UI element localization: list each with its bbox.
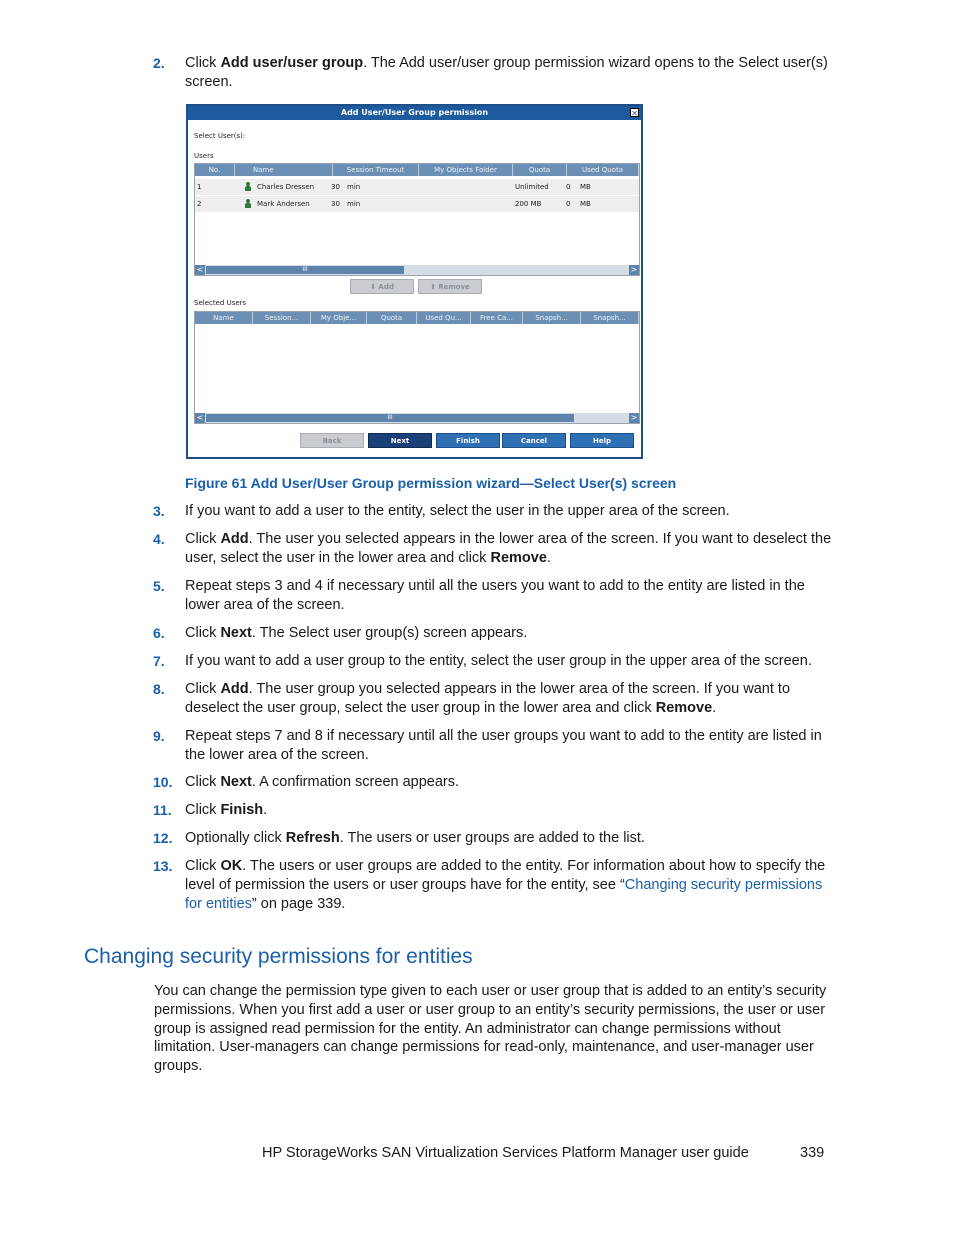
column-header[interactable]: Name	[195, 312, 253, 324]
step-number: 4.	[153, 531, 165, 547]
step-text: Click Add. The user you selected appears in the lower area of the screen. If you want to deselect the user, select the user in the lower area and click Remove.	[185, 531, 832, 566]
step-number: 8.	[153, 681, 165, 697]
selected-users-label: Selected Users	[194, 299, 247, 307]
scroll-left-icon[interactable]: <	[196, 413, 204, 422]
step-number: 6.	[153, 625, 165, 641]
add-button-label: Add	[378, 283, 394, 291]
scroll-thumb[interactable]: III	[206, 266, 404, 274]
step-text: Click OK. The users or user groups are added to the entity. For information about how to specify the level of permission the users or user groups have for the entity, see “Changing security permissions for entities” on page 339.	[185, 858, 826, 912]
column-header[interactable]: Session...	[253, 312, 311, 324]
close-icon[interactable]: ✕	[631, 109, 638, 118]
step-text: Click Finish.	[185, 802, 268, 818]
column-header[interactable]: Name	[235, 164, 333, 176]
step-number: 5.	[153, 578, 165, 594]
user-timeout: 30	[331, 200, 340, 208]
user-timeout-unit: min	[347, 200, 361, 208]
step-number: 13.	[153, 858, 173, 874]
arrow-up-icon: ⬆	[430, 283, 436, 291]
add-button[interactable]	[350, 279, 414, 294]
scroll-right-icon[interactable]: >	[630, 413, 638, 422]
ui-term: Next	[220, 774, 252, 790]
column-header[interactable]: Snapsh...	[581, 312, 639, 324]
select-users-label: Select User(s):	[194, 132, 246, 140]
ui-term: Refresh	[285, 830, 340, 846]
step-number: 12.	[153, 830, 173, 846]
user-used-quota: 0	[566, 200, 571, 208]
user-name: Mark Andersen	[257, 200, 310, 208]
selected-users-table-header	[195, 312, 639, 324]
column-header[interactable]: My Objects Folder	[419, 164, 513, 176]
step-number: 2.	[153, 55, 165, 71]
ui-term: Remove	[655, 699, 713, 716]
dialog-title: Add User/User Group permission	[188, 106, 641, 120]
section-body: You can change the permission type given to each user or user group that is added to an entity’s security permissions. When you first add a user or user group to an entity’s security permissions, the user or user group is assigned read permission for the entity. An administrator can change permissions without limitation. User-managers can change permissions for read-only, maintenance, and user-manager user groups.	[154, 983, 827, 1075]
user-no: 1	[197, 183, 202, 191]
step-text: Repeat steps 7 and 8 if necessary until all the user groups you want to add to the entity are listed in the lower area of the screen.	[185, 728, 822, 763]
remove-button[interactable]	[418, 279, 482, 294]
users-label: Users	[194, 152, 214, 160]
section-heading: Changing security permissions for entities	[84, 945, 473, 968]
finish-button[interactable]: Finish	[436, 433, 500, 448]
add-user-group-permission-dialog	[186, 104, 643, 459]
step-text: If you want to add a user to the entity, select the user in the upper area of the screen.	[185, 503, 730, 519]
step-text: Click Next. The Select user group(s) screen appears.	[185, 625, 528, 641]
column-header[interactable]: Used Quota	[567, 164, 639, 176]
step-text: Click Add user/user group. The Add user/user group permission wizard opens to the Select user(s) screen.	[185, 55, 828, 90]
scroll-left-icon[interactable]: <	[196, 265, 204, 274]
user-icon	[245, 182, 251, 191]
column-header[interactable]: No.	[195, 164, 235, 176]
table-row[interactable]	[195, 196, 639, 212]
user-quota: 200 MB	[515, 200, 542, 208]
selected-users-table[interactable]	[194, 311, 640, 424]
scroll-right-icon[interactable]: >	[630, 265, 638, 274]
column-header[interactable]: Snapsh...	[523, 312, 581, 324]
table-row[interactable]	[195, 179, 639, 195]
ui-term: Add user/user group	[220, 55, 364, 71]
column-header[interactable]: My Obje...	[311, 312, 367, 324]
step-number: 11.	[153, 802, 172, 818]
cancel-button[interactable]: Cancel	[502, 433, 566, 448]
step-text: Click Next. A confirmation screen appears.	[185, 774, 460, 790]
ui-term: Next	[220, 625, 252, 641]
step-text: Repeat steps 3 and 4 if necessary until all the users you want to add to the entity are listed in the lower area of the screen.	[185, 578, 805, 613]
user-used-unit: MB	[580, 183, 591, 191]
ui-term: OK	[220, 858, 243, 874]
user-name: Charles Dressen	[257, 183, 315, 191]
step-text: Optionally click Refresh. The users or user groups are added to the list.	[185, 830, 645, 846]
ui-term: Add	[220, 681, 249, 697]
column-header[interactable]: Quota	[513, 164, 567, 176]
column-header[interactable]: Quota	[367, 312, 417, 324]
step-number: 10.	[153, 774, 173, 790]
back-button[interactable]: Back	[300, 433, 364, 448]
step-text: If you want to add a user group to the entity, select the user group in the upper area of the screen.	[185, 653, 812, 669]
next-button[interactable]: Next	[368, 433, 432, 448]
cross-reference-link[interactable]: Changing security permissions for entities	[185, 876, 823, 912]
remove-button-label: Remove	[438, 283, 470, 291]
column-header[interactable]: Used Qu...	[417, 312, 471, 324]
column-header[interactable]: Session Timeout	[333, 164, 419, 176]
user-timeout: 30	[331, 183, 340, 191]
figure-caption: Figure 61 Add User/User Group permission wizard—Select User(s) screen	[185, 475, 677, 491]
user-used-quota: 0	[566, 183, 571, 191]
user-no: 2	[197, 200, 202, 208]
ui-term: Finish	[220, 802, 264, 818]
users-table-header	[195, 164, 639, 176]
users-table[interactable]	[194, 163, 640, 276]
column-header[interactable]: Free Ca...	[471, 312, 523, 324]
step-text: Click Add. The user group you selected appears in the lower area of the screen. If you want to deselect the user group, select the user group in the lower area and click Remove.	[185, 681, 791, 716]
ui-term: Add	[220, 531, 249, 547]
step-number: 9.	[153, 728, 165, 744]
scroll-thumb[interactable]: III	[206, 414, 574, 422]
ui-term: Remove	[490, 549, 547, 566]
help-button[interactable]: Help	[570, 433, 634, 448]
user-icon	[245, 199, 251, 208]
arrow-down-icon: ⬇	[370, 283, 376, 291]
footer-title: HP StorageWorks SAN Virtualization Services Platform Manager user guide	[262, 1145, 749, 1161]
step-number: 7.	[153, 653, 165, 669]
user-timeout-unit: min	[347, 183, 361, 191]
page-number: 339	[800, 1145, 825, 1161]
step-number: 3.	[153, 503, 165, 519]
selected-horizontal-scrollbar[interactable]	[195, 413, 639, 423]
user-quota: Unlimited	[515, 183, 549, 191]
users-horizontal-scrollbar[interactable]	[195, 265, 639, 275]
user-used-unit: MB	[580, 200, 591, 208]
